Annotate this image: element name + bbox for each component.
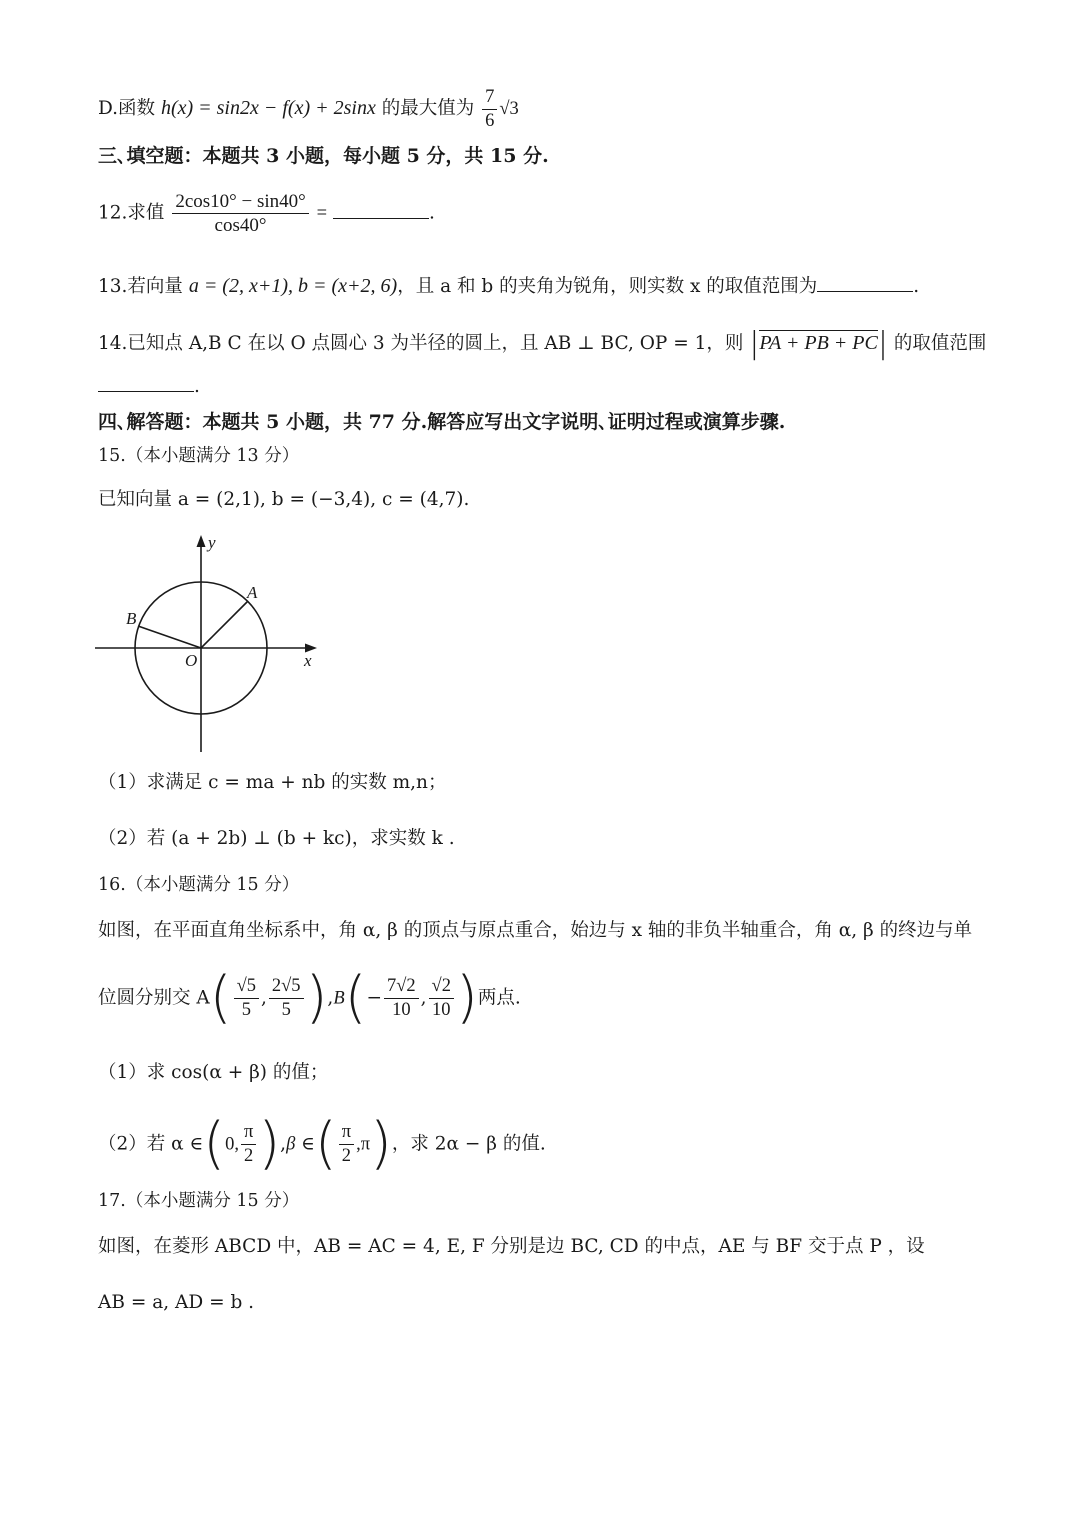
- option-d-expression: h(x) = sin2x − f(x) + 2sinx: [160, 97, 376, 119]
- q16-line-2-pre: 位圆分别交 A: [98, 987, 210, 1009]
- q15-part-2: （2）若 (a + 2b) ⊥ (b + kc)，求实数 k .: [98, 828, 455, 849]
- label-y: y: [208, 533, 216, 552]
- q17-heading: 17.（本小题满分 15 分）: [98, 1191, 300, 1211]
- q13-line: 13.若向量 a = (2, x+1), b = (x+2, 6)，且 a 和 b 的夹角为锐角，则实数 x 的取值范围为 .: [98, 275, 920, 297]
- q12-answer-blank[interactable]: [333, 217, 429, 219]
- q16-line-1: 如图，在平面直角坐标系中，角 α, β 的顶点与原点重合，始边与 x 轴的非负半轴重合，角 α, β 的终边与单: [98, 920, 973, 941]
- q13-vectors: a = (2, x+1), b = (x+2, 6): [188, 275, 398, 297]
- q15-given: 已知向量 a = (2,1), b = (−3,4), c = (4,7).: [98, 489, 470, 510]
- q16-part-2: （2）若 α ∈(0, $\frac{\pi}{2}$ ),β ∈( $\frac{\pi}{2}$ ,π)，求 2α − β 的值.: [98, 1111, 546, 1176]
- q15-part-1: （1）求满足 c = ma + nb 的实数 m,n；: [98, 772, 447, 793]
- option-d-line: [98, 88, 519, 130]
- option-d-label: D.函数: [98, 98, 156, 119]
- option-d-mid: 的最大值为: [381, 98, 475, 119]
- q16-b-y: $\frac{√2}{10}$: [429, 977, 454, 1019]
- q13-text: ，且 a 和 b 的夹角为锐角，则实数 x 的取值范围为: [397, 276, 818, 297]
- q14-answer-blank[interactable]: [98, 390, 194, 392]
- q14-text-2: 的取值范围: [893, 333, 987, 354]
- q16-line-2-post: 两点.: [477, 987, 521, 1009]
- q16-a-y: $\frac{2√5}{5}$: [269, 977, 304, 1019]
- q14-text-1: A,B C 在以 O 点圆心 3 为半径的圆上，且 AB ⊥ BC, OP = 1，则: [188, 333, 744, 354]
- q12-label: 12.求值: [98, 202, 165, 224]
- label-b: B: [126, 609, 137, 628]
- q16-a-x: $\frac{√5}{5}$: [234, 977, 259, 1019]
- q17-line-1: 如图，在菱形 ABCD 中，AB = AC = 4, E, F 分别是边 BC, CD 的中点，AE 与 BF 交于点 P ，设: [98, 1236, 925, 1257]
- option-d-fraction: $\frac{7}{6}$: [482, 88, 497, 130]
- q16-part-1: （1）求 cos(α + β) 的值；: [98, 1062, 329, 1083]
- label-o: O: [185, 651, 198, 670]
- ray-ob: [138, 626, 201, 648]
- q16-line-2: 位圆分别交 A( $\frac{√5}{5}$ , $\frac{2√5}{5}$ ),B(− $\frac{7√2}{10}$ , $\frac{√2}{10}$ )两点.: [98, 965, 521, 1030]
- q13-label: 13.若向量: [98, 276, 183, 297]
- q16-part-2-pre: （2）若 α ∈: [98, 1133, 204, 1155]
- label-x: x: [304, 651, 312, 670]
- section-4-heading: 四､解答题：本题共 5 小题，共 77 分.解答应写出文字说明､证明过程或演算步骤.: [98, 411, 786, 433]
- option-d-sqrt: √3: [499, 99, 519, 119]
- q12-equals: =: [316, 203, 328, 224]
- q12-line: 12.求值 $\frac{2\cos 10^\circ - \sin 40^\circ}{\cos 40^\circ}$ = .: [98, 191, 435, 236]
- q15-heading: 15.（本小题满分 13 分）: [98, 446, 300, 466]
- q16-pi-half-1: $\frac{\pi}{2}$: [241, 1123, 256, 1165]
- section-3-heading: 三､填空题：本题共 3 小题，每小题 5 分，共 15 分.: [98, 145, 549, 167]
- q14-vector-sum: PA + PB + PC: [759, 332, 878, 354]
- q16-part-2-post: ，求 2α − β 的值.: [391, 1133, 546, 1155]
- q16-heading: 16.（本小题满分 15 分）: [98, 875, 300, 895]
- q14-line: 14.已知点 A,B C 在以 O 点圆心 3 为半径的圆上，且 AB ⊥ BC, OP = 1，则 |PA + PB + PC| 的取值范围: [98, 326, 987, 361]
- q17-line-2: AB = a, AD = b .: [98, 1292, 255, 1313]
- q16-b-x: $\frac{7√2}{10}$: [384, 977, 419, 1019]
- q16-pi-half-2: $\frac{\pi}{2}$: [339, 1123, 354, 1165]
- label-a: A: [247, 583, 258, 602]
- q13-answer-blank[interactable]: [817, 290, 913, 292]
- y-axis-arrow: [197, 535, 206, 547]
- ray-oa: [201, 601, 248, 648]
- q14-label: 14.已知点: [98, 333, 183, 354]
- q14-blank-line: .: [98, 378, 200, 397]
- q12-fraction: $\frac{2\cos 10^\circ - \sin 40^\circ}{\cos 40^\circ}$: [172, 192, 308, 235]
- unit-circle-figure: [95, 530, 325, 755]
